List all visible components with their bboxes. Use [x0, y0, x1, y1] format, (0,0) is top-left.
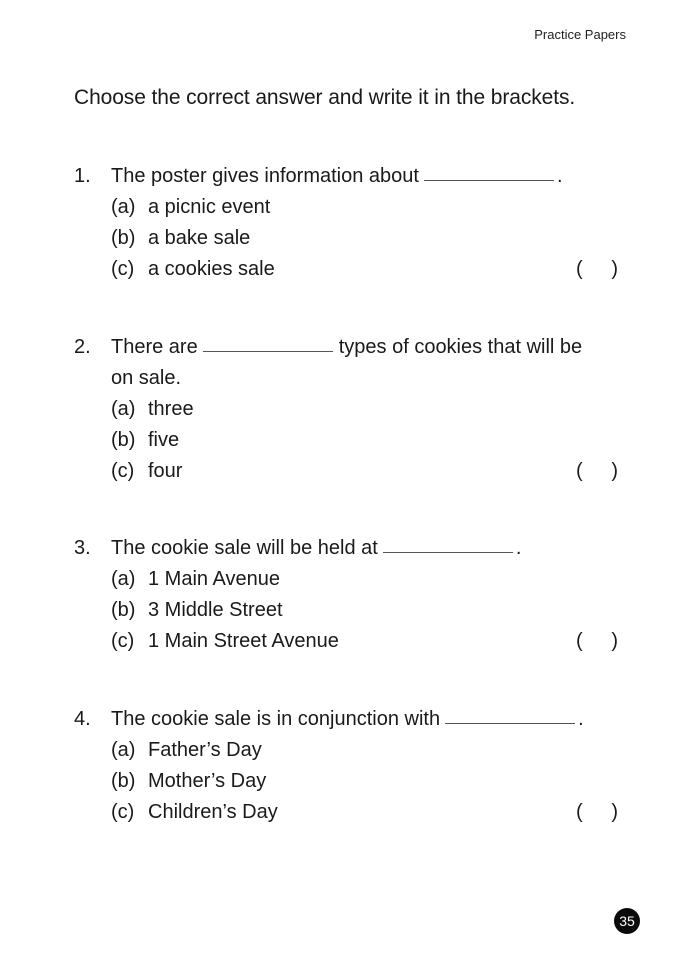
- question-number: 2.: [74, 336, 91, 358]
- option-label: (a): [111, 739, 136, 761]
- question-text: There are: [111, 336, 198, 358]
- option-text: 1 Main Street Avenue: [148, 630, 339, 652]
- question-text: The cookie sale is in conjunction with: [111, 708, 441, 730]
- question-stem: [74, 533, 624, 564]
- option-a: [74, 564, 624, 595]
- question-stem: [74, 332, 624, 363]
- question-number: 1.: [74, 165, 91, 187]
- option-text: three: [148, 398, 194, 420]
- option-text: Father’s Day: [148, 739, 262, 761]
- option-label: (b): [111, 227, 136, 249]
- page-number-badge: 35: [614, 908, 640, 934]
- option-b: [74, 766, 624, 797]
- answer-bracket[interactable]: [576, 626, 618, 657]
- option-c: [74, 254, 624, 285]
- answer-bracket[interactable]: [576, 797, 618, 828]
- option-label: (c): [111, 258, 135, 280]
- option-text: 1 Main Avenue: [148, 568, 280, 590]
- answer-bracket[interactable]: [576, 456, 618, 487]
- option-label: (b): [111, 599, 136, 621]
- option-c: [74, 626, 624, 657]
- option-text: Mother’s Day: [148, 770, 267, 792]
- answer-blank[interactable]: [445, 722, 575, 724]
- option-b: [74, 425, 624, 456]
- option-label: (c): [111, 801, 135, 823]
- question-1: [74, 161, 624, 285]
- question-text: The poster gives information about: [111, 165, 419, 187]
- question-stem: [74, 704, 624, 735]
- question-2: [74, 332, 624, 487]
- option-c: [74, 456, 624, 487]
- question-text-end: .: [556, 165, 563, 187]
- question-text-end: types of cookies that will be: [338, 336, 583, 358]
- bracket-open: (: [576, 258, 583, 280]
- bracket-close: ): [611, 630, 618, 652]
- option-a: [74, 735, 624, 766]
- question-text: The cookie sale will be held at: [111, 537, 378, 559]
- answer-blank[interactable]: [203, 350, 333, 352]
- answer-blank[interactable]: [383, 551, 513, 553]
- answer-bracket[interactable]: [576, 254, 618, 285]
- option-text: four: [148, 460, 183, 482]
- option-label: (b): [111, 770, 136, 792]
- option-text: Children’s Day: [148, 801, 278, 823]
- option-text: a bake sale: [148, 227, 251, 249]
- option-label: (c): [111, 460, 135, 482]
- question-number: 3.: [74, 537, 91, 559]
- question-4: [74, 704, 624, 828]
- question-text-end: .: [578, 708, 584, 730]
- option-text: five: [148, 429, 180, 451]
- option-c: [74, 797, 624, 828]
- answer-blank[interactable]: [424, 179, 554, 181]
- instructions: Choose the correct answer and write it in the brackets.: [74, 86, 576, 109]
- header-label: Practice Papers: [534, 27, 626, 42]
- option-text: a picnic event: [148, 196, 271, 218]
- bracket-close: ): [611, 801, 618, 823]
- bracket-open: (: [576, 460, 583, 482]
- option-a: [74, 394, 624, 425]
- question-text-end: .: [515, 537, 522, 559]
- bracket-close: ): [611, 258, 618, 280]
- question-stem: [74, 161, 624, 192]
- option-a: [74, 192, 624, 223]
- option-text: 3 Middle Street: [148, 599, 283, 621]
- option-label: (c): [111, 630, 135, 652]
- question-3: [74, 533, 624, 657]
- bracket-open: (: [576, 630, 583, 652]
- question-continuation: on sale.: [111, 367, 182, 389]
- question-number: 4.: [74, 708, 91, 730]
- option-text: a cookies sale: [148, 258, 275, 280]
- option-label: (a): [111, 568, 136, 590]
- option-label: (b): [111, 429, 136, 451]
- bracket-open: (: [576, 801, 583, 823]
- bracket-close: ): [611, 460, 618, 482]
- option-b: [74, 223, 624, 254]
- option-label: (a): [111, 196, 136, 218]
- option-label: (a): [111, 398, 136, 420]
- option-b: [74, 595, 624, 626]
